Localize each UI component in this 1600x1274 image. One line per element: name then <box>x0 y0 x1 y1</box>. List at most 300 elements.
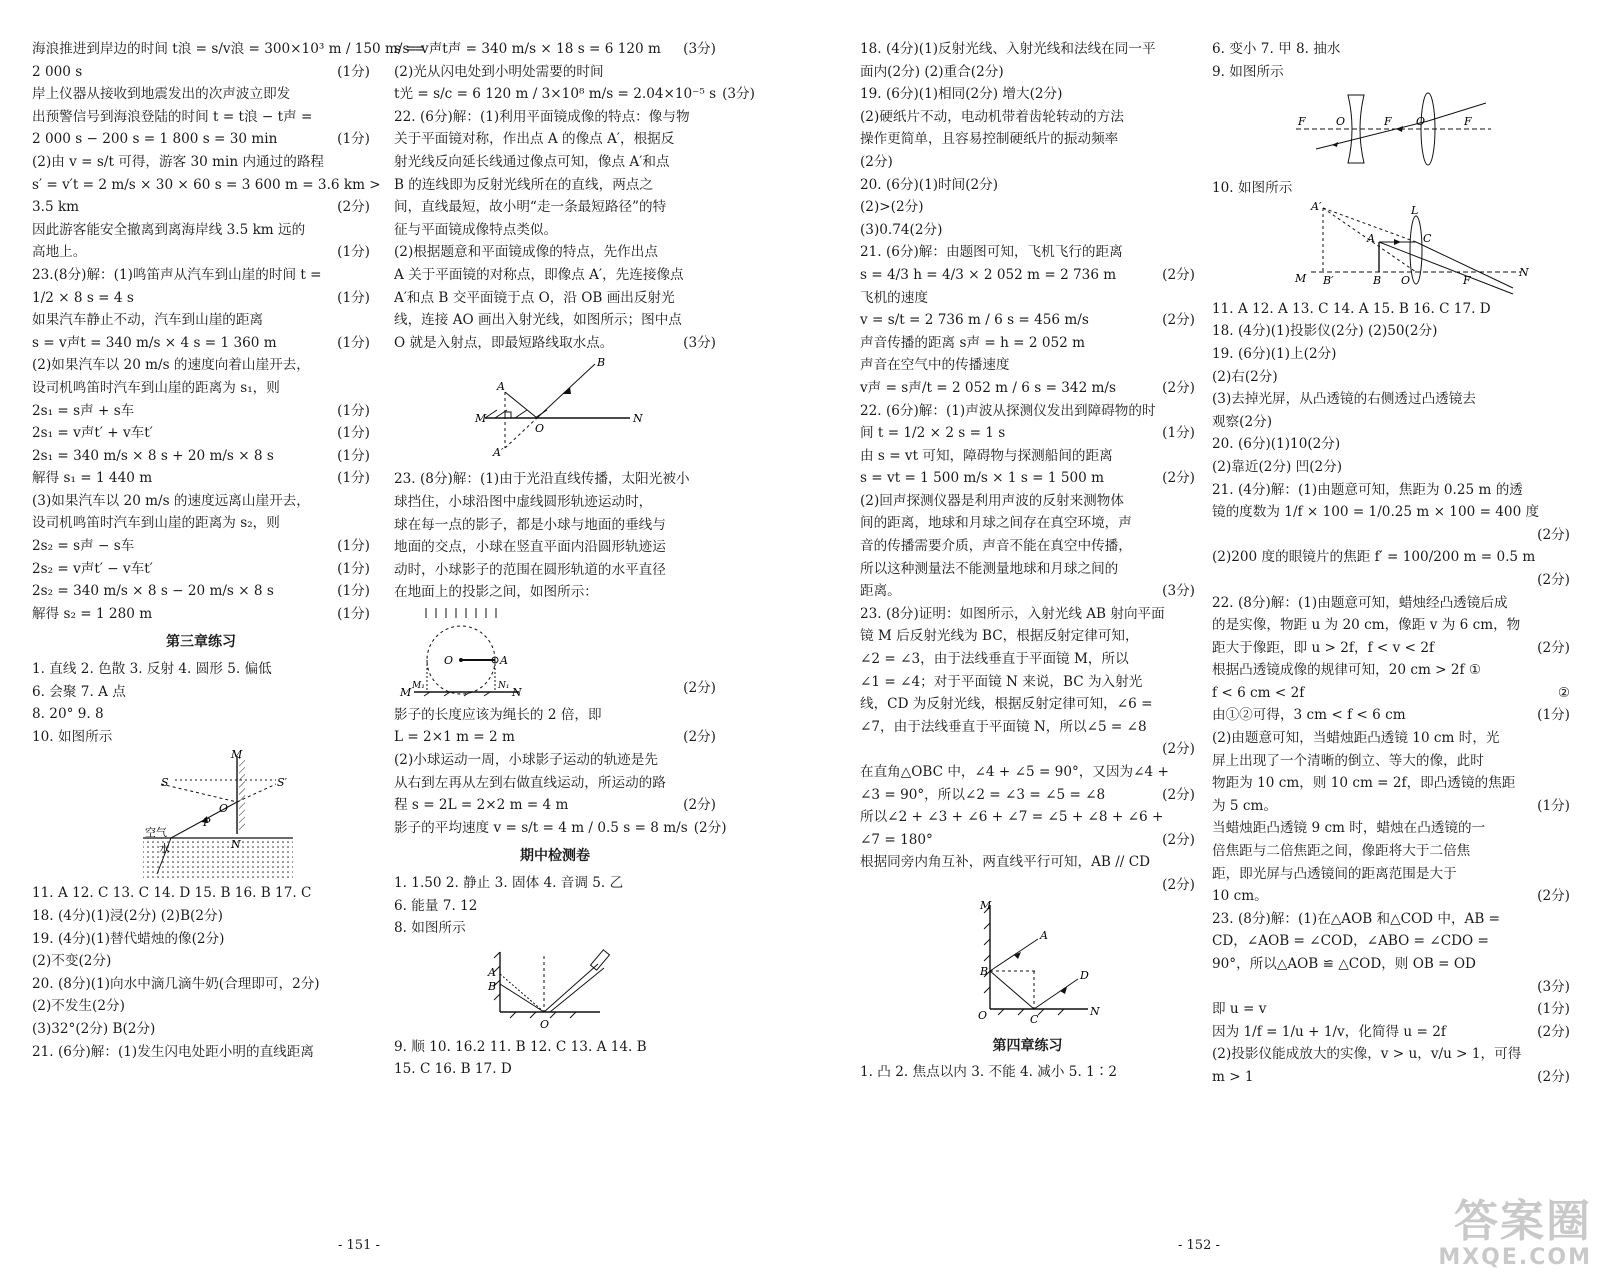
text-line <box>860 309 1195 332</box>
text-line <box>1212 682 1570 705</box>
fig-label-O: O <box>535 422 545 436</box>
line-text: 声音传播的距离 s声 = h = 2 052 m <box>860 334 1085 351</box>
fig-label-O: O <box>540 1017 550 1031</box>
text-line <box>32 467 370 490</box>
text-line <box>1212 750 1570 773</box>
fig-label-B: B <box>1373 273 1382 287</box>
text-line <box>32 61 370 84</box>
text-line <box>1212 637 1570 660</box>
line-text: 动时，小球影子的范围在圆形轨道的水平直径 <box>394 561 666 578</box>
text-line <box>860 851 1195 874</box>
text-line <box>1212 546 1570 569</box>
line-score: (1分) <box>337 131 370 148</box>
text-line <box>860 151 1195 174</box>
text-line <box>394 83 755 106</box>
fig-label-A: A <box>1367 231 1375 245</box>
line-text: 21. (4分)解：(1)由题意可知，焦距为 0.25 m 的透 <box>1212 481 1523 498</box>
text-line <box>394 1036 716 1059</box>
col3-lines-b <box>860 1061 1195 1084</box>
line-text: 射光线反向延长线通过像点可知，像点 A′和点 <box>394 153 670 170</box>
line-score: (1分) <box>1162 425 1195 442</box>
line-text: v = s/t = 2 736 m / 6 s = 456 m/s <box>860 312 1089 329</box>
text-line <box>860 580 1195 603</box>
line-text: 在直角△OBC 中，∠4 + ∠5 = 90°，又因为∠4 + <box>860 764 1169 780</box>
line-text: 3.5 km <box>32 199 80 216</box>
text-line <box>32 603 370 626</box>
text-line <box>32 558 370 581</box>
text-line <box>1212 61 1570 84</box>
line-text: 根据凸透镜成像的规律可知，20 cm > 2f ① <box>1212 662 1482 679</box>
line-text: 球挡住，小球沿图中虚线圆形轨迹运动时， <box>394 493 653 510</box>
text-line <box>860 558 1195 581</box>
text-line <box>860 61 1195 84</box>
line-text: (2)由 v = s/t 可得，游客 30 min 内通过的路程 <box>32 153 325 170</box>
line-text: 19. (6分)(1)相同(2分) 增大(2分) <box>860 86 1063 103</box>
col2-lines-d <box>394 872 716 940</box>
line-score: (1分) <box>337 402 370 419</box>
text-line <box>394 917 716 940</box>
line-text: f < 6 cm < 2f <box>1212 684 1305 701</box>
line-score: (3分) <box>683 334 716 351</box>
text-line <box>1212 592 1570 615</box>
line-score: (1分) <box>337 447 370 464</box>
fig-label-water: 水 <box>159 842 170 856</box>
text-line <box>860 1061 1195 1084</box>
line-text: 当蜡烛距凸透镜 9 cm 时，蜡烛在凸透镜的一 <box>1212 820 1486 837</box>
text-line <box>1212 366 1570 389</box>
line-text: O 就是入射点，即最短路线取水点。 <box>394 334 614 351</box>
text-line <box>860 512 1195 535</box>
text-line <box>394 61 716 84</box>
line-text: 8. 20° 9. 8 <box>32 706 104 723</box>
watermark-logo <box>1438 1196 1592 1270</box>
line-text: (2)如果汽车以 20 m/s 的速度向着山崖开去， <box>32 357 310 374</box>
line-text: 22. (6分)解：(1)声波从探测仪发出到障碍物的时 <box>860 402 1156 419</box>
double-mirror-figure <box>938 899 1118 1029</box>
line-text: 即 u = v <box>1212 1001 1267 1018</box>
line-text: 1/2 × 8 s = 4 s <box>32 289 134 306</box>
text-line <box>32 658 370 681</box>
line-text: 9. 如图所示 <box>1212 63 1284 80</box>
text-line <box>394 1058 716 1081</box>
text-line <box>32 83 370 106</box>
text-line <box>32 580 370 603</box>
line-text: 高地上。 <box>32 244 87 261</box>
text-line <box>394 491 716 514</box>
line-score: (3分) <box>1537 978 1570 995</box>
text-line <box>394 128 716 151</box>
line-text: 10 cm。 <box>1212 888 1268 905</box>
line-text: 6. 会聚 7. A 点 <box>32 683 126 700</box>
fig-label-N1: N₁ <box>498 680 510 691</box>
line-score: (1分) <box>1537 797 1570 814</box>
section-title-chapter4: 第四章练习 <box>992 1037 1063 1054</box>
line-score: (1分) <box>337 63 370 80</box>
line-text: 影子的平均速度 v = s/t = 4 m / 0.5 s = 8 m/s <box>394 819 688 836</box>
text-line <box>32 128 370 151</box>
line-score: (2分) <box>1537 571 1570 588</box>
fig-label-B: B <box>597 356 606 370</box>
text-line <box>32 377 370 400</box>
line-text: 倍焦距与二倍焦距之间，像距将大于二倍焦 <box>1212 843 1471 860</box>
text-line <box>394 106 716 129</box>
line-text: 操作更简单，且容易控制硬纸片的振动频率 <box>860 131 1119 148</box>
text-line <box>32 1018 370 1041</box>
text-line <box>860 806 1195 829</box>
text-line <box>32 490 370 513</box>
text-line <box>860 422 1195 445</box>
line-text: 岸上仪器从接收到地震发出的次声波立即发 <box>32 86 291 103</box>
line-text: 线，CD 为反射光线，根据反射定律可知，∠6 = <box>860 696 1153 713</box>
fig-label-A-prime: A′ <box>1311 199 1322 213</box>
lens-pair-figure <box>1276 85 1506 175</box>
line-text: (2)200 度的眼镜片的焦距 f′ = 100/200 m = 0.5 m <box>1212 549 1536 566</box>
col1-lines-b <box>32 658 370 748</box>
text-line <box>32 38 426 61</box>
line-score: (2分) <box>1162 786 1195 803</box>
line-text: 解得 s₁ = 1 440 m <box>32 470 153 487</box>
line-score: (2分) <box>1162 266 1195 283</box>
text-line <box>394 219 716 242</box>
fig-label-B-prime: B′ <box>1323 273 1334 287</box>
circular-shadow-figure <box>394 604 544 704</box>
text-line <box>1212 953 1570 976</box>
text-line <box>394 772 716 795</box>
fig-label-N: N <box>512 685 522 699</box>
text-line <box>860 332 1195 355</box>
watermark-line2: MXQE.COM <box>1438 1245 1592 1270</box>
line-text: 飞机的速度 <box>860 289 928 306</box>
text-line <box>394 581 716 604</box>
text-line <box>860 83 1195 106</box>
line-text: 距，即光屏与凸透镜间的距离范围是大于 <box>1212 865 1457 882</box>
fig-label-N: N <box>1519 265 1529 279</box>
section-title-chapter3: 第三章练习 <box>166 634 236 651</box>
line-text: 11. A 12. A 13. C 14. A 15. B 16. C 17. D <box>1212 300 1491 317</box>
line-text: (2)靠近(2分) 凹(2分) <box>1212 458 1343 475</box>
fig-label-S-prime: S′ <box>277 776 288 790</box>
line-score: (2分) <box>337 199 370 216</box>
col1-lines-c <box>32 882 370 1063</box>
text-line <box>860 174 1195 197</box>
text-line <box>860 128 1195 151</box>
text-line <box>1212 840 1570 863</box>
line-text: 声音在空气中的传播速度 <box>860 357 1010 374</box>
text-line <box>32 445 370 468</box>
text-line <box>1212 501 1570 524</box>
line-score: (1分) <box>1537 707 1570 724</box>
text-line <box>1212 727 1570 750</box>
line-score: (3分) <box>683 41 716 57</box>
line-text: 2s₂ = 340 m/s × 8 s − 20 m/s × 8 s <box>32 583 274 600</box>
text-line <box>1212 38 1570 61</box>
text-line <box>32 973 370 996</box>
text-line <box>860 693 1195 716</box>
section-title-midterm: 期中检测卷 <box>520 848 590 865</box>
line-text: CD，∠AOB = ∠COD，∠ABO = ∠CDO = <box>1212 933 1489 950</box>
line-text: 90°，所以△AOB ≌ △COD，则 OB = OD <box>1212 956 1476 972</box>
text-line <box>32 928 370 951</box>
line-text: 因为 1/f = 1/u + 1/v，化简得 u = 2f <box>1212 1023 1446 1040</box>
line-text: ∠1 = ∠4；对于平面镜 N 来说，BC 为入射光 <box>860 673 1143 690</box>
text-line <box>1212 863 1570 886</box>
line-text: (3)去掉光屏，从凸透镜的右侧透过凸透镜去 <box>1212 391 1476 408</box>
text-line <box>1212 433 1570 456</box>
line-text: 6. 能量 7. 12 <box>394 897 478 914</box>
line-score: (2分) <box>1537 639 1570 656</box>
text-line <box>860 354 1195 377</box>
text-line <box>394 287 716 310</box>
line-text <box>1212 524 1531 547</box>
line-text <box>1212 976 1531 999</box>
line-text: 2s₂ = v声t′ − v车t′ <box>32 560 153 577</box>
fig-label-P: P <box>203 816 211 830</box>
line-text: t光 = s/c = 6 120 m / 3×10⁸ m/s = 2.04×10⁻⁵ s <box>394 86 717 103</box>
fig-label-L: L <box>1411 203 1419 217</box>
line-text: 所以∠2 + ∠3 + ∠6 + ∠7 = ∠5 + ∠8 + ∠6 + <box>860 809 1164 826</box>
text-line <box>32 400 370 423</box>
fig-label-A: A <box>488 965 496 979</box>
text-line <box>32 354 370 377</box>
line-text: 1. 1.50 2. 静止 3. 固体 4. 音调 5. 乙 <box>394 875 624 892</box>
text-line <box>394 514 716 537</box>
text-line <box>32 512 370 535</box>
line-text: 程 s = 2L = 2×2 m = 4 m <box>394 797 569 814</box>
text-line <box>32 106 370 129</box>
text-line <box>394 196 716 219</box>
reflection-corner-figure <box>470 942 640 1034</box>
line-text: A 关于平面镜的对称点，即像点 A′，先连接像点 <box>394 266 684 283</box>
line-text: s = vt = 1 500 m/s × 1 s = 1 500 m <box>860 470 1105 487</box>
line-text: 距离。 <box>860 583 901 600</box>
text-line <box>860 196 1195 219</box>
line-text: 屏上出现了一个清晰的倒立、等大的像，此时 <box>1212 752 1484 769</box>
text-line <box>32 882 370 905</box>
line-text: 从右到左再从左到右做直线运动，所运动的路 <box>394 774 666 791</box>
column-1 <box>32 38 426 1063</box>
line-text: 由 s = vt 可知，障碍物与探测船间的距离 <box>860 447 1113 464</box>
text-line <box>394 309 716 332</box>
line-score: (1分) <box>1537 1001 1570 1018</box>
line-text: B 的连线即为反射光线所在的直线，两点之 <box>394 176 653 193</box>
text-line <box>32 950 370 973</box>
line-text: 观察(2分) <box>1212 413 1273 430</box>
col4-lines-c <box>1212 298 1570 1089</box>
text-line <box>1212 930 1570 953</box>
line-text: 19. (6分)(1)上(2分) <box>1212 345 1337 362</box>
column-4 <box>1212 38 1570 1089</box>
line-score: (2分) <box>1162 831 1195 848</box>
line-text: s = 4/3 h = 4/3 × 2 052 m = 2 736 m <box>860 266 1117 283</box>
figure-score: (2分) <box>683 680 716 697</box>
line-text: (2)右(2分) <box>1212 368 1278 385</box>
line-text: 设司机鸣笛时汽车到山崖的距离为 s₂，则 <box>32 515 280 532</box>
line-text: ∠7，由于法线垂直于平面镜 N，所以∠5 = ∠8 <box>860 718 1147 735</box>
text-line <box>1212 569 1570 592</box>
line-text: 22. (8分)解：(1)由题意可知，蜡烛经凸透镜后成 <box>1212 594 1508 611</box>
text-line <box>1212 479 1570 502</box>
line-text: ∠3 = 90°，所以∠2 = ∠3 = ∠5 = ∠8 <box>860 786 1106 803</box>
line-text: 2s₁ = s声 + s车 <box>32 402 135 419</box>
text-line <box>32 703 370 726</box>
text-line <box>1212 908 1570 931</box>
text-line <box>1212 1066 1570 1089</box>
text-line <box>1212 704 1570 727</box>
line-text: 2s₁ = v声t′ + v车t′ <box>32 425 153 442</box>
line-text: (2分) <box>860 153 893 170</box>
line-score: (1分) <box>337 334 370 351</box>
text-line <box>860 625 1195 648</box>
col1-lines <box>32 38 426 625</box>
line-text: 2 000 s <box>32 63 83 80</box>
line-text <box>860 874 1156 897</box>
text-line <box>32 995 370 1018</box>
text-line <box>32 422 370 445</box>
text-line <box>860 490 1195 513</box>
line-text: 因此游客能安全撤离到离海岸线 3.5 km 远的 <box>32 221 306 238</box>
text-line <box>860 241 1195 264</box>
line-text: ∠2 = ∠3，由于法线垂直于平面镜 M，所以 <box>860 651 1129 668</box>
text-line <box>394 536 716 559</box>
text-line <box>1212 976 1570 999</box>
convex-lens-figure <box>1251 199 1531 296</box>
line-text: 物距为 10 cm，则 10 cm = 2f，即凸透镜的焦距 <box>1212 775 1516 792</box>
fig-label-C: C <box>1029 1012 1038 1026</box>
line-score: (3分) <box>1162 583 1195 600</box>
line-text: (2)不变(2分) <box>32 953 112 970</box>
text-line <box>394 174 716 197</box>
text-line <box>1212 659 1570 682</box>
line-text: (2)小球运动一周，小球影子运动的轨迹是先 <box>394 752 658 769</box>
text-line <box>394 241 716 264</box>
line-text: 所以这种测量法不能测量地球和月球之间的 <box>860 560 1119 577</box>
text-line <box>860 38 1195 61</box>
fig-label-O2: O <box>1416 115 1426 129</box>
text-line <box>860 829 1195 852</box>
line-score: (2分) <box>1162 470 1195 487</box>
line-text: 20. (6分)(1)时间(2分) <box>860 176 999 193</box>
fig-label-O: O <box>977 1008 987 1022</box>
line-text: 由①②可得，3 cm < f < 6 cm <box>1212 707 1406 724</box>
fig-label-A-prime: A′ <box>493 446 504 460</box>
text-line <box>394 38 716 61</box>
line-text: 关于平面镜对称，作出点 A 的像点 A′，根据反 <box>394 131 675 148</box>
line-text: 6. 变小 7. 甲 8. 抽水 <box>1212 41 1341 57</box>
line-text: (2)>(2分) <box>860 199 924 216</box>
text-line <box>1212 998 1570 1021</box>
line-text: 设司机鸣笛时汽车到山崖的距离为 s₁，则 <box>32 379 280 396</box>
text-line <box>394 264 716 287</box>
text-line <box>860 603 1195 626</box>
col4-lines-b <box>1212 177 1570 200</box>
fig-label-O1: O <box>1336 115 1346 129</box>
fig-label-air: 空气 <box>145 826 167 840</box>
line-score: (3分) <box>722 86 755 103</box>
text-line <box>32 287 370 310</box>
line-text: 在地面上的投影之间，如图所示： <box>394 584 598 601</box>
line-text: 23. (8分)解：(1)在△AOB 和△COD 中，AB = <box>1212 910 1501 927</box>
line-score: (2分) <box>683 729 716 746</box>
line-score: (1分) <box>337 605 370 622</box>
fig-label-B: B <box>979 964 988 978</box>
text-line <box>1212 177 1570 200</box>
fig-label-S: S <box>161 776 169 790</box>
line-text: 1. 直线 2. 色散 3. 反射 4. 圆形 5. 偏低 <box>32 661 272 678</box>
line-text: 10. 如图所示 <box>1212 180 1293 197</box>
line-score: (2分) <box>1537 1023 1570 1040</box>
line-text: 镜 M 后反射光线为 BC，根据反射定律可知， <box>860 628 1139 645</box>
line-text: 11. A 12. C 13. C 14. D 15. B 16. B 17. C <box>32 885 312 902</box>
line-score: (1分) <box>337 425 370 442</box>
col2-lines-b <box>394 468 716 604</box>
line-text: 面内(2分) (2)重合(2分) <box>860 63 1004 80</box>
mirror-refraction-figure <box>71 750 331 880</box>
fig-label-C: C <box>1423 231 1432 245</box>
line-text: 18. (4分)(1)反射光线、入射光线和法线在同一平 <box>860 41 1156 57</box>
text-line <box>1212 817 1570 840</box>
fig-label-A: A <box>497 380 505 394</box>
column-2 <box>394 38 755 1081</box>
line-text: 音的传播需要介质，声音不能在真空中传播， <box>860 538 1132 555</box>
line-text <box>1212 569 1531 592</box>
fig-label-M: M <box>400 685 412 699</box>
line-score: (2分) <box>1162 379 1195 396</box>
line-text: 根据同旁内角互补，两直线平行可知，AB // CD <box>860 854 1151 871</box>
line-score: (2分) <box>1162 312 1195 329</box>
line-text: (2)回声探测仪器是利用声波的反射来测物体 <box>860 492 1124 509</box>
fig-label-F: F <box>1463 273 1471 287</box>
text-line <box>1212 320 1570 343</box>
line-text: 19. (4分)(1)替代蜡烛的像(2分) <box>32 930 225 947</box>
line-text: s′ = v′t = 2 m/s × 30 × 60 s = 3 600 m = 3.6 km > <box>32 176 381 193</box>
text-line <box>32 309 370 332</box>
col2-lines-e <box>394 1036 716 1081</box>
line-text: 征与平面镜成像特点类似。 <box>394 221 558 238</box>
line-text: 距大于像距，即 u > 2f，f < v < 2f <box>1212 639 1434 656</box>
text-line <box>860 377 1195 400</box>
line-text: 镜的度数为 1/f × 100 = 1/0.25 m × 100 = 400 度 <box>1212 504 1540 521</box>
text-line <box>860 287 1195 310</box>
line-text: 22. (6分)解：(1)利用平面镜成像的特点：像与物 <box>394 108 690 125</box>
text-line <box>32 196 370 219</box>
line-text: (3)32°(2分) B(2分) <box>32 1020 156 1037</box>
text-line <box>1212 1021 1570 1044</box>
text-line <box>1212 298 1570 321</box>
line-score: (2分) <box>1162 876 1195 893</box>
fig-label-N: N <box>1089 1004 1100 1018</box>
text-line <box>860 400 1195 423</box>
text-line <box>32 174 381 197</box>
line-text: 2 000 s − 200 s = 1 800 s = 30 min <box>32 131 278 148</box>
text-line <box>860 219 1195 242</box>
text-line <box>32 219 370 242</box>
line-text: L = 2×1 m = 2 m <box>394 729 515 746</box>
fig-label-N: N <box>231 838 241 852</box>
line-text: 15. C 16. B 17. D <box>394 1061 512 1078</box>
line-score: (1分) <box>337 538 370 555</box>
text-line <box>860 445 1195 468</box>
fig-label-O: O <box>219 802 229 816</box>
fig-label-M: M <box>979 898 991 912</box>
text-line <box>394 872 716 895</box>
fig-label-N: N <box>633 412 643 426</box>
col2-lines <box>394 38 755 354</box>
line-text: s = v声t声 = 340 m/s × 18 s = 6 120 m <box>394 41 661 57</box>
text-line <box>860 264 1195 287</box>
fig-label-M: M <box>475 412 487 426</box>
line-text: m > 1 <box>1212 1068 1254 1085</box>
line-text: 18. (4分)(1)投影仪(2分) (2)50(2分) <box>1212 323 1438 340</box>
